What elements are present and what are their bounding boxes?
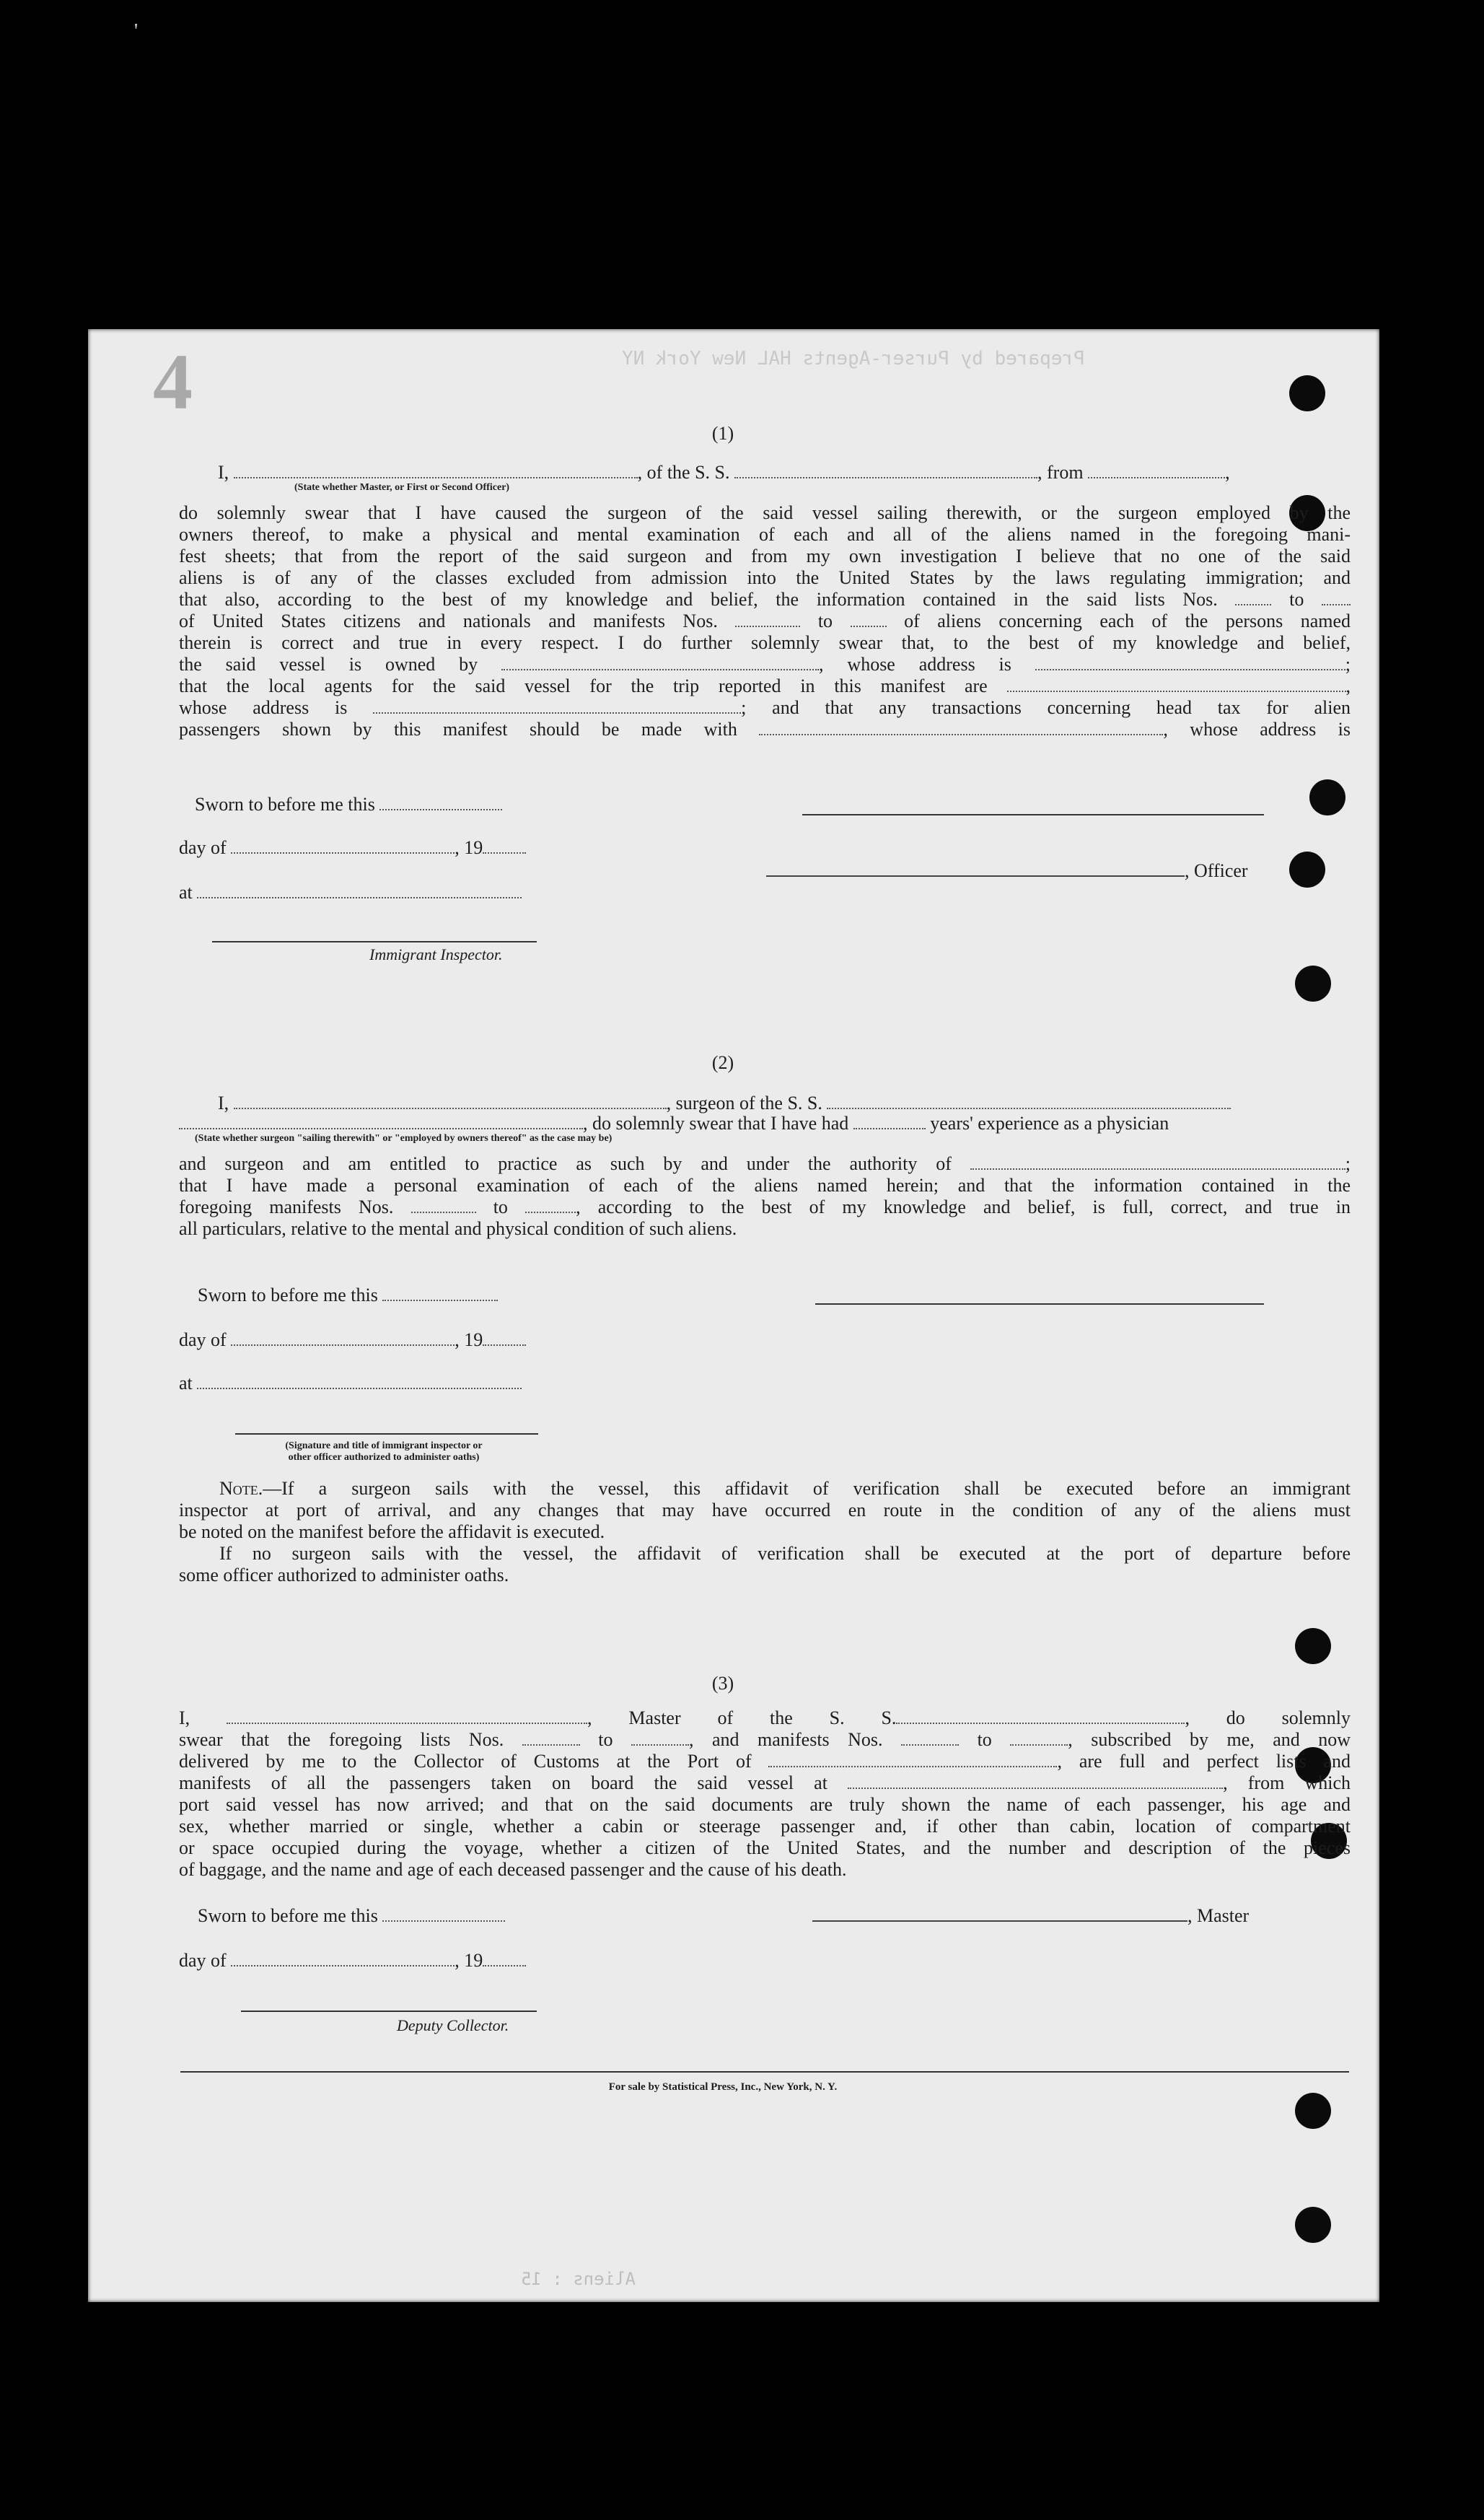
punch-hole xyxy=(1295,2093,1331,2129)
officer-rank-field[interactable] xyxy=(234,463,638,478)
master-vessel-field[interactable] xyxy=(896,1708,1185,1724)
text: , do solemnly swear that I have had xyxy=(583,1113,849,1134)
text: , whose address is xyxy=(819,654,1011,675)
text: , 19 xyxy=(455,1329,483,1350)
oath-line xyxy=(179,1729,1351,1751)
text: manifests of all the passengers taken on board the said vessel at xyxy=(179,1772,827,1793)
text: (Signature and title of immigrant inspector or xyxy=(285,1440,483,1451)
text: to xyxy=(598,1729,613,1750)
text: , Master of the S. S. xyxy=(587,1707,897,1728)
text: to xyxy=(977,1729,992,1750)
note-label: Note. xyxy=(219,1478,263,1499)
surgeon-manifests-to-field[interactable] xyxy=(525,1197,576,1213)
manifests-from-field[interactable] xyxy=(735,611,800,627)
text: day of xyxy=(179,1950,227,1971)
master-name-field[interactable] xyxy=(227,1708,587,1724)
head-tax-party-field[interactable] xyxy=(759,719,1163,735)
lists-from-field[interactable] xyxy=(1235,590,1271,605)
surgeon-status-caption: (State whether surgeon "sailing therewith" or "employed by owners thereof" as the case may be) xyxy=(195,1133,613,1144)
text: years' experience as a physician xyxy=(930,1113,1169,1134)
text: I, xyxy=(218,1093,229,1114)
text: to xyxy=(493,1196,508,1217)
oath-line: sex, whether married or single, whether a cabin or steerage passenger and, if other than cabin, location of compartment xyxy=(179,1816,1351,1837)
text: , subscribed by me, and now xyxy=(1068,1729,1351,1750)
text: I, xyxy=(179,1707,190,1728)
local-agents-field[interactable] xyxy=(1007,676,1346,692)
text: at xyxy=(179,1373,193,1394)
oath-line xyxy=(179,697,1351,719)
day-line xyxy=(179,837,526,859)
section-3-number: (3) xyxy=(711,1673,734,1694)
text: swear that the foregoing lists Nos. xyxy=(179,1729,504,1750)
at-line xyxy=(179,882,522,904)
section-3-body xyxy=(179,1707,1351,1881)
section-1-number: (1) xyxy=(711,423,734,444)
text: day of xyxy=(179,1329,227,1350)
punch-hole xyxy=(1295,2207,1331,2243)
text: Sworn to before me this xyxy=(198,1905,378,1926)
oath-line: that I have made a personal examination of each of the aliens named herein; and that the information contained in the xyxy=(179,1175,1351,1196)
oath-line: or space occupied during the voyage, whether a citizen of the United States, and the number and description of the pieces xyxy=(179,1837,1351,1858)
manifests-from-field[interactable] xyxy=(901,1730,959,1746)
surgeon-name-field[interactable] xyxy=(234,1093,667,1109)
owner-field[interactable] xyxy=(501,655,819,670)
text: , 19 xyxy=(455,1950,483,1971)
surgeon-signature-line xyxy=(815,1303,1264,1305)
at-place-field[interactable] xyxy=(197,1373,522,1389)
oath-line: and surgeon and am entitled to practice as such by and under the authority of ; xyxy=(179,1153,1351,1174)
sworn-line xyxy=(195,794,502,815)
sworn-line xyxy=(198,1285,498,1306)
oath-line xyxy=(179,719,1351,740)
vessel-name-field[interactable] xyxy=(734,463,1037,478)
text: at xyxy=(179,882,193,903)
text: and surgeon and am entitled to practice as such by and under the authority of xyxy=(179,1153,952,1174)
punch-hole xyxy=(1295,1628,1331,1664)
master-signature-line xyxy=(812,1905,1249,1927)
note-line: be noted on the manifest before the affidavit is executed. xyxy=(179,1521,605,1542)
text: that also, according to the best of my knowledge and belief, the information contained in the said lists Nos. xyxy=(179,589,1218,610)
i-label: I, xyxy=(218,462,229,483)
text: of United States citizens and nationals and manifests Nos. xyxy=(179,611,718,631)
oath-line: the said vessel is owned by , whose address is ; xyxy=(179,654,1351,675)
text: , surgeon of the S. S. xyxy=(666,1093,822,1114)
text: day of xyxy=(179,837,227,858)
oath-line xyxy=(179,1707,1351,1729)
master-signature-field[interactable] xyxy=(812,1906,1187,1922)
oath-line: owners thereof, to make a physical and mental examination of each and all of the aliens named in the foregoing mani- xyxy=(179,524,1351,545)
of-ss-label: , of the S. S. xyxy=(637,462,730,483)
text: ; and that any transactions concerning head tax for alien xyxy=(741,697,1351,718)
oath-line xyxy=(179,589,1351,611)
oath-line xyxy=(179,1772,1351,1794)
month-field[interactable] xyxy=(231,838,455,854)
text: whose address is xyxy=(179,697,348,718)
lists-to-field[interactable] xyxy=(1322,590,1351,605)
text: delivered by me to the Collector of Customs at the Port of xyxy=(179,1751,752,1772)
officer-signature-field[interactable] xyxy=(766,861,1185,877)
text: , and manifests Nos. xyxy=(688,1729,883,1750)
immigrant-inspector-label: Immigrant Inspector. xyxy=(369,945,503,963)
officer-line xyxy=(766,860,1248,882)
bleed-through-footer: Aliens : 15 xyxy=(521,2269,636,2289)
text: of aliens concerning each of the persons named xyxy=(904,611,1351,631)
sworn-day-field[interactable] xyxy=(382,1285,498,1301)
sworn-day-field[interactable] xyxy=(379,795,502,810)
printer-credit: For sale by Statistical Press, Inc., New York, N. Y. xyxy=(608,2081,838,2093)
at-place-field[interactable] xyxy=(197,883,522,898)
page-mark: 4 xyxy=(153,338,193,426)
sworn-line xyxy=(198,1905,505,1927)
text: , are full and perfect lists and xyxy=(1057,1751,1351,1772)
embark-port-field[interactable] xyxy=(848,1773,1223,1789)
text: to xyxy=(817,611,833,631)
year-field[interactable] xyxy=(483,838,526,854)
text: , whose address is xyxy=(1163,719,1351,740)
from-port-field[interactable] xyxy=(1088,463,1225,478)
document-page xyxy=(88,329,1379,2302)
punch-hole xyxy=(1309,779,1345,815)
note-line xyxy=(179,1478,1351,1500)
punch-hole xyxy=(1295,966,1331,1002)
oath-line: of baggage, and the name and age of each deceased passenger and the cause of his death. xyxy=(179,1859,847,1880)
officer-rank-caption: (State whether Master, or First or Second Officer) xyxy=(294,482,510,493)
surgeon-manifests-from-field[interactable] xyxy=(411,1197,476,1213)
year-field[interactable] xyxy=(483,1330,526,1346)
text: passengers shown by this manifest should be made with xyxy=(179,719,737,740)
year-field[interactable] xyxy=(483,1951,526,1966)
note-block xyxy=(179,1478,1351,1586)
month-field[interactable] xyxy=(231,1330,455,1346)
bleed-through-header: Prepared by Purser-Agents HAL New York NY xyxy=(622,348,1085,369)
inspector-signature-line xyxy=(212,941,537,942)
day-line xyxy=(179,1329,526,1351)
text: the said vessel is owned by xyxy=(179,654,478,675)
owner-address-field[interactable] xyxy=(1035,655,1345,670)
sworn-day-field[interactable] xyxy=(382,1906,505,1922)
note-line: some officer authorized to administer oaths. xyxy=(179,1565,509,1585)
text: to xyxy=(1289,589,1304,610)
surgeon-status-field[interactable] xyxy=(179,1114,583,1129)
text: , do solemnly xyxy=(1185,1707,1351,1728)
text: , Master xyxy=(1187,1905,1250,1926)
punch-hole xyxy=(1289,375,1325,411)
month-field[interactable] xyxy=(231,1951,455,1966)
signature-caption xyxy=(196,1440,571,1464)
at-line xyxy=(179,1373,522,1394)
section-1-body xyxy=(179,502,1351,740)
oath-line: fest sheets; that from the report of the said surgeon and from my own investigation I believe that no one of the said xyxy=(179,546,1351,566)
day-line xyxy=(179,1950,526,1972)
collector-signature-line xyxy=(241,2011,537,2012)
note-line: If no surgeon sails with the vessel, the affidavit of verification shall be executed at the port of departure before xyxy=(219,1543,1351,1564)
port-field[interactable] xyxy=(768,1751,1057,1767)
section-2-line-1 xyxy=(218,1093,1231,1114)
text: , Officer xyxy=(1185,860,1248,881)
top-mark: ' xyxy=(134,20,139,43)
years-experience-field[interactable] xyxy=(853,1114,926,1129)
deputy-collector-label: Deputy Collector. xyxy=(397,2016,509,2034)
text: foregoing manifests Nos. xyxy=(179,1196,394,1217)
from-label: , from xyxy=(1037,462,1084,483)
manifests-to-field[interactable] xyxy=(1010,1730,1068,1746)
oath-line: all particulars, relative to the mental and physical condition of such aliens. xyxy=(179,1218,737,1239)
text: , according to the best of my knowledge and belief, is full, correct, and true in xyxy=(576,1196,1351,1217)
text: —If a surgeon sails with the vessel, this affidavit of verification shall be executed before an immigrant xyxy=(263,1478,1351,1499)
section-2-number: (2) xyxy=(711,1052,734,1073)
text: , 19 xyxy=(455,837,483,858)
lists-to-field[interactable] xyxy=(631,1730,689,1746)
officer-signature-line xyxy=(802,814,1264,815)
section-2-line-2 xyxy=(179,1113,1169,1134)
text: other officer authorized to administer oaths) xyxy=(288,1452,480,1463)
oath-line: that the local agents for the said vessel for the trip reported in this manifest are , xyxy=(179,675,1351,696)
oath-line: aliens is of any of the classes excluded from admission into the United States by the laws regulating immigration; and xyxy=(179,567,1351,588)
section-1-line-1: I, , of the S. S. , from , xyxy=(218,462,1230,483)
manifests-to-field[interactable] xyxy=(851,611,887,627)
text: Sworn to before me this xyxy=(198,1285,378,1305)
authority-field[interactable] xyxy=(970,1154,1345,1170)
officer-signature-line xyxy=(235,1433,538,1435)
agents-address-field[interactable] xyxy=(373,698,741,714)
oath-line: do solemnly swear that I have caused the surgeon of the said vessel sailing therewith, or the surgeon employed by the xyxy=(179,502,1351,523)
text: Sworn to before me this xyxy=(195,794,375,815)
lists-from-field[interactable] xyxy=(522,1730,580,1746)
note-line: inspector at port of arrival, and any changes that may have occurred en route in the condition of any of the aliens must xyxy=(179,1500,1351,1521)
text: that the local agents for the said vessel for the trip reported in this manifest are xyxy=(179,675,988,696)
oath-line: therein is correct and true in every respect. I do further solemnly swear that, to the best of my knowledge and belief, xyxy=(179,632,1351,653)
section-2-body xyxy=(179,1153,1351,1240)
oath-line xyxy=(179,1751,1351,1772)
oath-line xyxy=(179,611,1351,632)
text: , from which xyxy=(1223,1772,1351,1793)
oath-line: port said vessel has now arrived; and that on the said documents are truly shown the name of each passenger, his age and xyxy=(179,1794,1351,1815)
punch-hole xyxy=(1289,852,1325,888)
footer-rule xyxy=(180,2071,1349,2073)
surgeon-vessel-field[interactable] xyxy=(827,1093,1231,1109)
oath-line xyxy=(179,1196,1351,1218)
